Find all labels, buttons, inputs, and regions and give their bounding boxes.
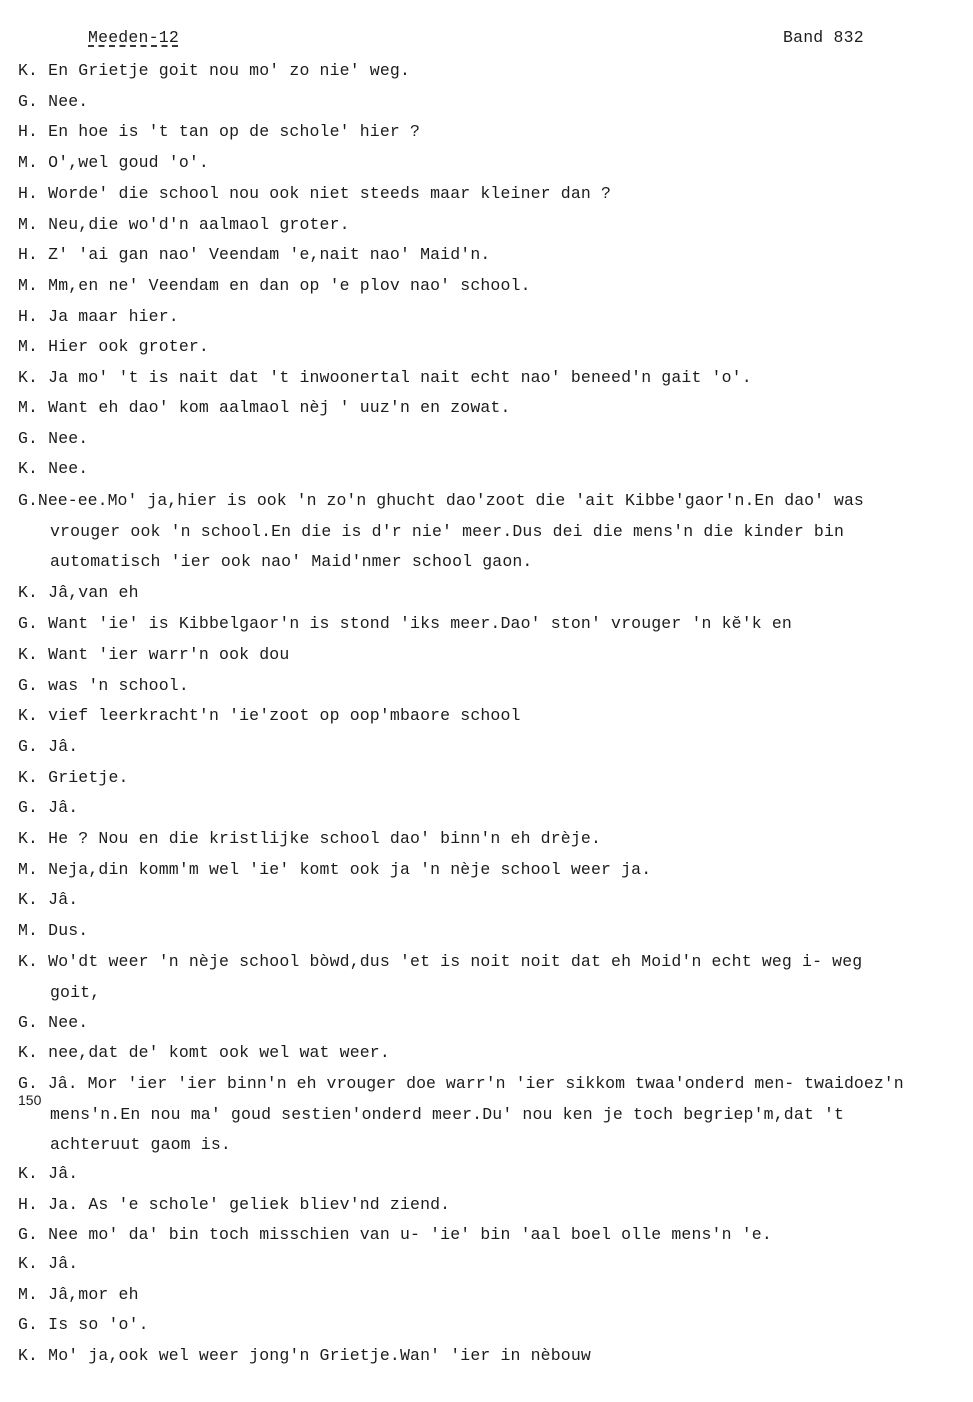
transcript-line: K. Ja mo' 't is nait dat 't inwoonertal nait echt nao' beneed'n gait 'o'. <box>18 368 752 387</box>
document-id: Meeden-12 <box>88 28 179 47</box>
transcript-line: K. Want 'ier warr'n ook dou <box>18 645 290 664</box>
transcript-line: H. Ja maar hier. <box>18 307 179 326</box>
transcript-line: K. Jâ. <box>18 890 79 909</box>
transcript-line: K. Grietje. <box>18 768 129 787</box>
transcript-line-continued: achteruut gaom is. <box>50 1135 231 1154</box>
band-number: Band 832 <box>783 28 864 47</box>
transcript-line: M. Neja,din komm'm wel 'ie' komt ook ja 'n nèje school weer ja. <box>18 860 652 879</box>
transcript-line: G. was 'n school. <box>18 676 189 695</box>
transcript-line: M. Want eh dao' kom aalmaol nèj ' uuz'n en zowat. <box>18 398 511 417</box>
transcript-line: G. Want 'ie' is Kibbelgaor'n is stond 'iks meer.Dao' ston' vrouger 'n kĕ'k en <box>18 614 792 633</box>
transcript-line: K. nee,dat de' komt ook wel wat weer. <box>18 1043 390 1062</box>
transcript-line: H. Worde' die school nou ook niet steeds maar kleiner dan ? <box>18 184 612 203</box>
transcript-line: K. Jâ,van eh <box>18 583 139 602</box>
transcript-line-continued: mens'n.En nou ma' goud sestien'onderd meer.Du' nou ken je toch begriep'm,dat 't <box>50 1105 845 1124</box>
transcript-line: K. Wo'dt weer 'n nèje school bòwd,dus 'et is noit noit dat eh Moid'n echt weg i- weg <box>18 952 863 971</box>
transcript-line: M. Hier ook groter. <box>18 337 209 356</box>
transcript-line: M. Mm,en ne' Veendam en dan op 'e plov nao' school. <box>18 276 531 295</box>
transcript-line: G. Nee mo' da' bin toch misschien van u- 'ie' bin 'aal boel olle mens'n 'e. <box>18 1225 772 1244</box>
transcript-line-continued: goit, <box>50 983 101 1002</box>
transcript-line: G. Jâ. <box>18 737 79 756</box>
transcript-line: M. Jâ,mor eh <box>18 1285 139 1304</box>
transcript-line: G. Jâ. <box>18 798 79 817</box>
transcript-line: K. vief leerkracht'n 'ie'zoot op oop'mbaore school <box>18 706 521 725</box>
transcript-line: M. Dus. <box>18 921 89 940</box>
transcript-line: K. Nee. <box>18 459 89 478</box>
margin-line-number: 150 <box>18 1092 42 1108</box>
transcript-line: K. Jâ. <box>18 1254 79 1273</box>
transcript-line: G.Nee-ee.Mo' ja,hier is ook 'n zo'n ghucht dao'zoot die 'ait Kibbe'gaor'n.En dao' was <box>18 491 864 510</box>
transcript-line: G. Nee. <box>18 429 89 448</box>
transcript-line-continued: automatisch 'ier ook nao' Maid'nmer school gaon. <box>50 552 533 571</box>
transcript-line: G. Nee. <box>18 1013 89 1032</box>
transcript-line: K. He ? Nou en die kristlijke school dao' binn'n eh drèje. <box>18 829 601 848</box>
transcript-line: K. Jâ. <box>18 1164 79 1183</box>
transcript-line: H. Ja. As 'e schole' geliek bliev'nd ziend. <box>18 1195 451 1214</box>
transcript-line: G. Is so 'o'. <box>18 1315 149 1334</box>
transcript-line-continued: vrouger ook 'n school.En die is d'r nie' meer.Dus dei die mens'n die kinder bin <box>50 522 845 541</box>
transcript-line: M. Neu,die wo'd'n aalmaol groter. <box>18 215 350 234</box>
transcript-line: G. Nee. <box>18 92 89 111</box>
transcript-line: H. En hoe is 't tan op de schole' hier ? <box>18 122 421 141</box>
transcript-line: K. En Grietje goit nou mo' zo nie' weg. <box>18 61 411 80</box>
transcript-line: M. O',wel goud 'o'. <box>18 153 209 172</box>
transcript-line: K. Mo' ja,ook wel weer jong'n Grietje.Wan' 'ier in nèbouw <box>18 1346 591 1365</box>
transcript-line: H. Z' 'ai gan nao' Veendam 'e,nait nao' Maid'n. <box>18 245 491 264</box>
transcript-line: G. Jâ. Mor 'ier 'ier binn'n eh vrouger doe warr'n 'ier sikkom twaa'onderd men- twaidoez'n <box>18 1074 904 1093</box>
